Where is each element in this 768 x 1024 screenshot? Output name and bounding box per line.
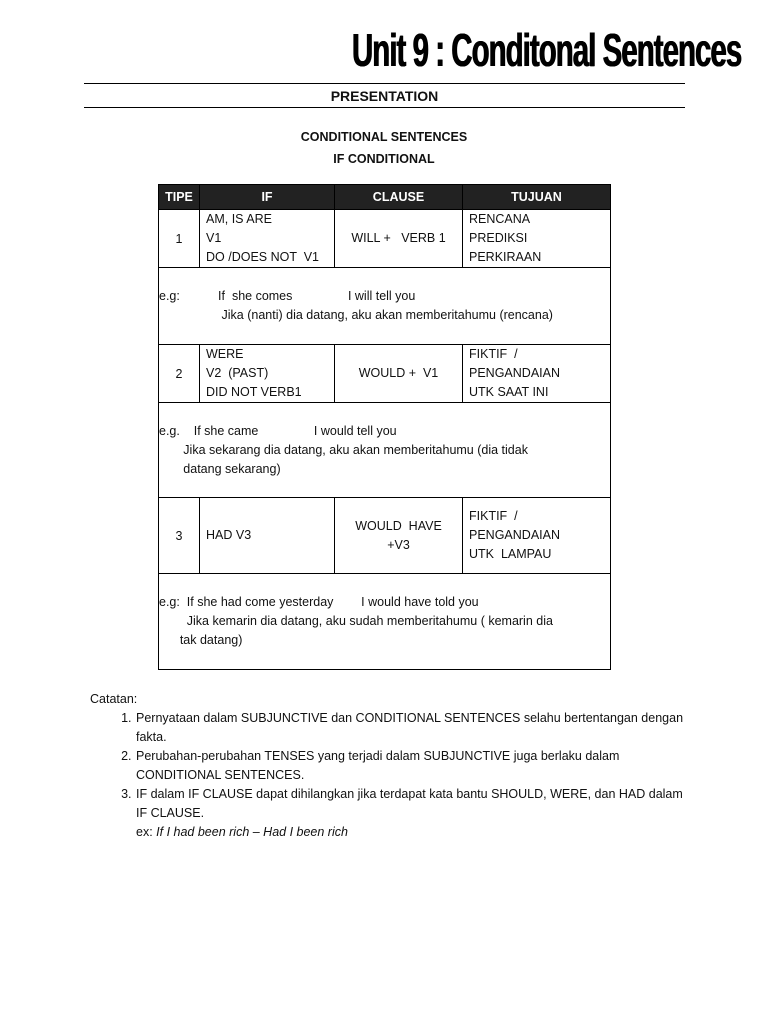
- conditional-table: [158, 184, 611, 670]
- tipe-cell: 2: [159, 345, 200, 403]
- example-line: Jika (nanti) dia datang, aku akan memberitahumu (rencana): [159, 308, 553, 322]
- if-line: HAD V3: [206, 528, 252, 542]
- bottom-rule: [84, 107, 685, 108]
- example-line: e.g: If she comes I will tell you: [159, 289, 416, 303]
- example-line: e.g: If she had come yesterday I would have told you: [159, 595, 479, 609]
- clause-line: WOULD + V1: [358, 366, 439, 380]
- example-line: Jika kemarin dia datang, aku sudah memberitahumu ( kemarin dia: [159, 614, 553, 628]
- tipe-cell: 1: [159, 210, 200, 268]
- if-cell: [200, 498, 335, 574]
- example-line: tak datang): [159, 633, 243, 647]
- subheading-if-conditional: IF CONDITIONAL: [333, 152, 435, 166]
- example-prefix: ex:: [136, 825, 157, 839]
- tujuan-line: FIKTIF /: [469, 347, 518, 361]
- clause-cell: [335, 210, 463, 268]
- tujuan-cell: [463, 498, 611, 574]
- if-line: V2 (PAST): [206, 366, 269, 380]
- table-header-row: [159, 185, 611, 210]
- top-rule: [84, 83, 685, 84]
- table-row-type-3: [159, 498, 611, 574]
- tujuan-line: FIKTIF /: [469, 509, 518, 523]
- example-cell: [159, 268, 611, 345]
- example-line: datang sekarang): [159, 461, 281, 476]
- note-text: Perubahan-perubahan TENSES yang terjadi dalam SUBJUNCTIVE juga berlaku dalam CONDITIONAL SENTENCES.: [136, 749, 620, 782]
- column-header-if: IF: [200, 185, 335, 210]
- clause-line: WILL + VERB 1: [351, 231, 446, 245]
- notes-section: [90, 690, 690, 842]
- tujuan-cell: [463, 345, 611, 403]
- example-cell: [159, 403, 611, 498]
- example-row-type-1: [159, 268, 611, 345]
- tujuan-line: PERKIRAAN: [469, 250, 542, 264]
- column-header-tujuan: TUJUAN: [463, 185, 611, 210]
- if-cell: [200, 345, 335, 403]
- note-item: [135, 747, 690, 785]
- if-line: DO /DOES NOT V1: [206, 250, 319, 264]
- if-cell: [200, 210, 335, 268]
- section-heading: PRESENTATION: [330, 88, 439, 104]
- example-row-type-2: [159, 403, 611, 498]
- clause-cell: [335, 345, 463, 403]
- note-item: [135, 785, 690, 842]
- example-text: If I had been rich – Had I been rich: [156, 825, 348, 839]
- tujuan-line: PENGANDAIAN: [469, 366, 560, 380]
- tujuan-line: UTK LAMPAU: [469, 547, 552, 561]
- column-header-tipe: TIPE: [159, 185, 200, 210]
- unit-title: Unit 9 : Conditonal Sentences: [352, 24, 742, 76]
- if-line: DID NOT VERB1: [206, 385, 302, 399]
- tujuan-line: PREDIKSI: [469, 231, 528, 245]
- note-text: Pernyataan dalam SUBJUNCTIVE dan CONDITIONAL SENTENCES selahu bertentangan dengan fakta.: [136, 711, 684, 744]
- if-line: AM, IS ARE: [206, 212, 272, 226]
- clause-cell: [335, 498, 463, 574]
- subheading-conditional-sentences: CONDITIONAL SENTENCES: [300, 130, 468, 144]
- notes-list: [90, 709, 690, 842]
- table-row-type-1: [159, 210, 611, 268]
- notes-title: Catatan:: [90, 692, 138, 706]
- tujuan-line: PENGANDAIAN: [469, 528, 560, 542]
- note-item: [135, 709, 690, 747]
- example-line: e.g. If she came I would tell you: [159, 423, 397, 438]
- column-header-clause: CLAUSE: [335, 185, 463, 210]
- example-line: Jika sekarang dia datang, aku akan memberitahumu (dia tidak: [159, 442, 528, 457]
- table-row-type-2: [159, 345, 611, 403]
- tujuan-cell: [463, 210, 611, 268]
- tipe-cell: 3: [159, 498, 200, 574]
- example-row-type-3: [159, 574, 611, 670]
- if-line: WERE: [206, 347, 244, 361]
- clause-line: +V3: [387, 537, 410, 552]
- note-text: IF dalam IF CLAUSE dapat dihilangkan jika terdapat kata bantu SHOULD, WERE, dan HAD dalam IF CLAUSE.: [136, 787, 683, 820]
- if-line: V1: [206, 231, 222, 245]
- clause-line: WOULD HAVE: [355, 518, 442, 533]
- example-cell: [159, 574, 611, 670]
- tujuan-line: RENCANA: [469, 212, 531, 226]
- tujuan-line: UTK SAAT INI: [469, 385, 549, 399]
- note-example: [136, 823, 690, 842]
